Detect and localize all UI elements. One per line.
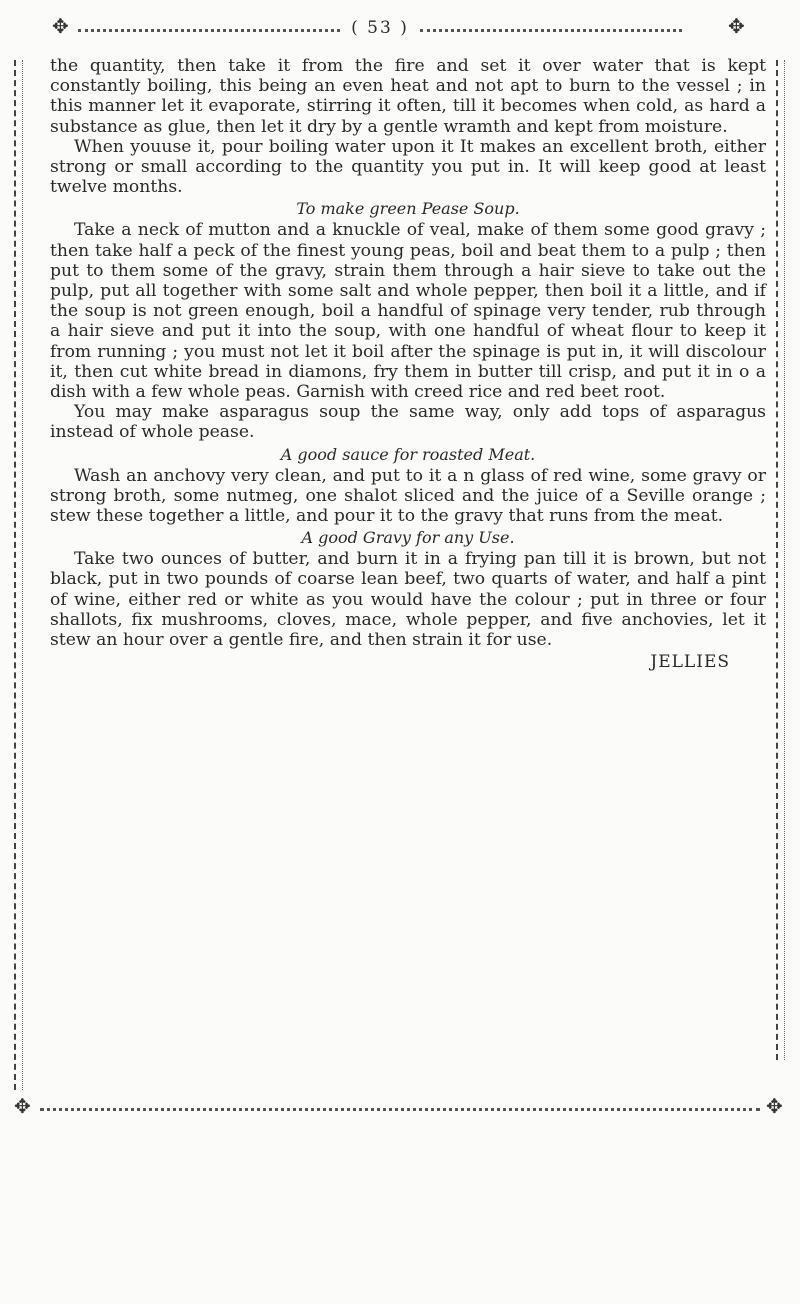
left-decorative-border [14, 60, 23, 1090]
paragraph: Wash an anchovy very clean, and put to it a n glass of red wine, some gravy or strong broth, some nutmeg, one shalot sliced and the juice of a Seville orange ; stew these together a little, and pour it to the gravy that runs from the meat. [50, 465, 766, 527]
fleuron-ornament-icon: ✥ [52, 14, 69, 38]
paragraph: the quantity, then take it from the fire and set it over water that is kept constantly boiling, this being an even heat and not apt to burn to the vessel ; in this manner let it evaporate, stirring it often, till it becomes when cold, as hard a substance as glue, then let it dry by a gentle wramth and kept from moisture. [50, 56, 766, 137]
running-header [0, 14, 800, 42]
fleuron-ornament-icon: ✥ [728, 14, 745, 38]
recipe-heading: A good sauce for roasted Meat. [280, 444, 536, 464]
fleuron-ornament-icon: ✥ [766, 1094, 783, 1118]
recipe-heading: A good Gravy for any Use. [301, 528, 515, 548]
header-rule-right [420, 29, 682, 32]
paragraph: You may make asparagus soup the same way, only add tops of asparagus instead of whole pease. [50, 402, 766, 443]
page-number: ( 53 ) [351, 18, 409, 38]
right-decorative-border [776, 60, 785, 1060]
recipe-heading: To make green Pease Soup. [296, 199, 520, 219]
header-rule-left [78, 29, 340, 32]
footer-ornament [0, 1094, 800, 1120]
footer-rule [40, 1108, 760, 1111]
paragraph: Take a neck of mutton and a knuckle of veal, make of them some good gravy ; then take half a peck of the finest young peas, boil and beat them to a pulp ; then put to them some of the gravy, strain them through a hair sieve to take out the pulp, put all together with some salt and whole pepper, then boil it a little, and if the soup is not green enough, boil a handful of spinage very tender, rub through a hair sieve and put it into the soup, with one handful of wheat flour to keep it from running ; you must not let it boil after the spinage is put in, it will discolour it, then cut white bread in diamons, fry them in butter till crisp, and put it in o a dish with a few whole peas. Garnish with creed rice and red beet root. [50, 220, 766, 403]
paragraph: Take two ounces of butter, and burn it in a frying pan till it is brown, but not black, put in two pounds of coarse lean beef, two quarts of water, and half a pint of wine, either red or white as you would have the colour ; put in three or four shallots, fix mushrooms, cloves, mace, whole pepper, and five anchovies, let it stew an hour over a gentle fire, and then strain it for use. [50, 549, 766, 651]
text-column [50, 56, 766, 672]
catchword: JELLIES [650, 652, 730, 673]
fleuron-ornament-icon: ✥ [14, 1094, 31, 1118]
paragraph: When youuse it, pour boiling water upon it It makes an excellent broth, either strong or small according to the quantity you put in. It will keep good at least twelve months. [50, 136, 766, 198]
